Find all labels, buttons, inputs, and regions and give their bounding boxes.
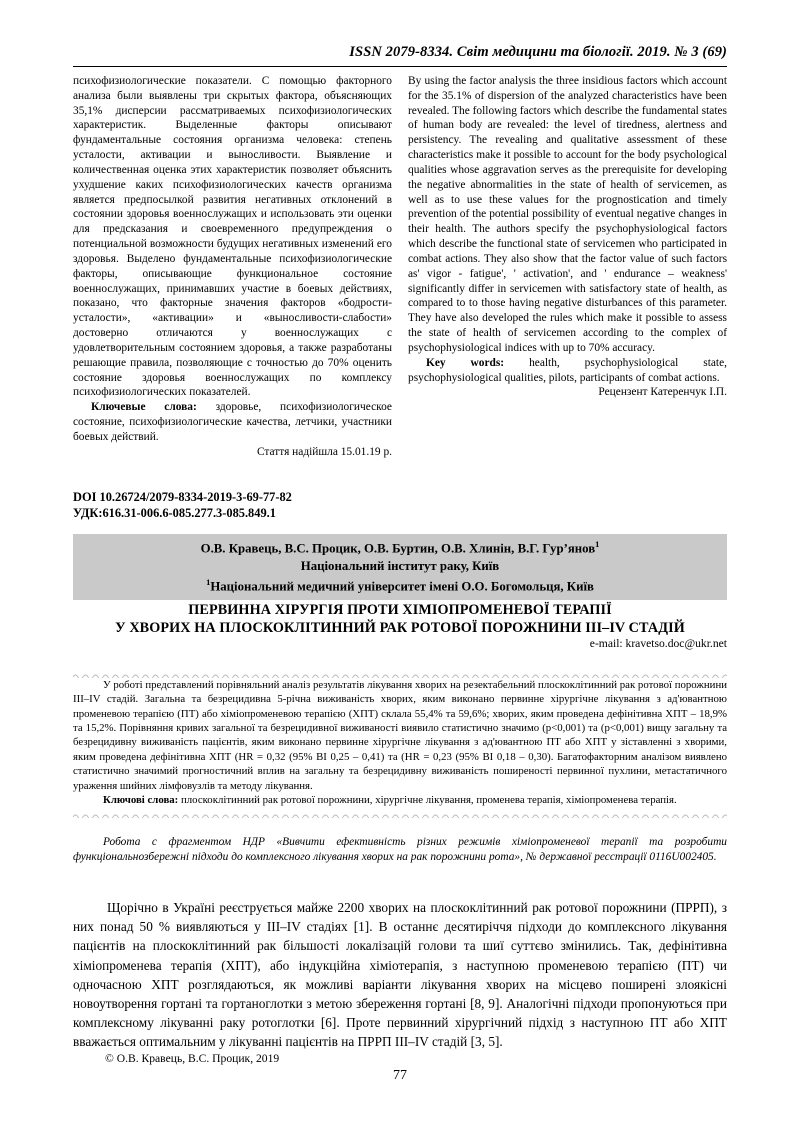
wavy-rule-bottom	[73, 813, 727, 818]
udk-line: УДК:616.31-006.6-085.277.3-085.849.1	[73, 506, 276, 521]
abstract-english-column	[408, 74, 727, 460]
affiliation-secondary	[79, 576, 721, 595]
corresponding-email: e-mail: kravetso.doc@ukr.net	[589, 637, 727, 650]
abstract-en-keywords: health, psychophysiological state, psychophysiological qualities, pilots, participants of combat actions.	[408, 356, 727, 384]
abstract-ua-keywords-paragraph	[73, 793, 727, 807]
abstract-columns	[73, 74, 727, 460]
identifier-block	[73, 489, 727, 522]
abstract-ru-keywords-label: Ключевые слова:	[91, 401, 197, 414]
abstract-ru-received-date: Стаття надійшла 15.01.19 р.	[256, 445, 392, 458]
copyright-line: © О.В. Кравець, В.С. Процик, 2019	[105, 1052, 280, 1065]
author-affiliation-marker: 1	[595, 539, 600, 549]
abstract-en-reviewer: Рецензент Катеренчук І.П.	[598, 386, 727, 399]
running-head: ISSN 2079-8334. Світ медицини та біології. 2019. № 3 (69)	[349, 44, 727, 60]
page-title	[73, 601, 727, 638]
title-line-1: ПЕРВИННА ХІРУРГІЯ ПРОТИ ХІМІОПРОМЕНЕВОЇ ТЕРАПІЇ	[188, 602, 612, 618]
affiliation-primary: Національний інститут раку, Київ	[300, 559, 500, 574]
wavy-rule-top	[73, 673, 727, 678]
abstract-ru-keywords-paragraph	[73, 400, 392, 444]
abstract-en-keywords-paragraph	[408, 356, 727, 386]
funding-note	[73, 835, 727, 865]
abstract-ua-body: У роботі представлений порівняльний аналіз результатів лікування хворих на резектабельний плоскоклітинний рак ротової порожнини III–IV стадій. Загальна та безрецидивна 5-річна виживаність хворих, яким виконано первинне хірургічне лікування з ад'ювантною променевою терапією (ПТ) або хіміопроменевою терапією (ХПТ) склала 55,4% та 59,6%; хворих, яким проведена дефінітивна ХПТ – 18,9% та 15,2%. Порівняння кривих загальної та безрецидивної виживаності виявило статистично значимо (p<0,001) та (p<0,001) вищу загальну та безрецидивну виживаність пацієнтів, яким виконано первинне хірургічне лікування з ад'ювантною ПТ або ХПТ у зіставленні з хворими, яким проведена дефінітивна ХПТ (HR = 0,32 (95% ВІ 0,25 – 0,41) та (HR = 0,23 (95% ВІ 0,18 – 0,30). Багатофакторним аналізом виявлено статистично значимий прогностичний вплив на загальну та безрецидивну виживаність поширеності первинної пухлини, метастатичного ураження шийних лімфовузлів та методу лікування.	[73, 679, 727, 792]
affiliation-marker: 1	[206, 576, 211, 587]
author-affiliation-band	[73, 534, 727, 600]
abstract-en-keywords-label: Key words:	[426, 356, 505, 369]
abstract-en-body: By using the factor analysis the three insidious factors which account for the 35.1% of dispersion of the analyzed characteristics have been revealed. The following factors which describe the fundamental states of human body are revealed: the level of tiredness, alertness and persistency. The revealing and qualitative assessment of these characteristics make it possible to account for the body psychological qualities whose aggravation serves as the prerequisite for developing the negative abnormalities in the state of health of servicemen, as well as to use these values for the prognostication and timely prevention of the potential possibility of eventual negative changes in their health. The authors specify the psychophysiological factors which describe the functional state of servicemen who participated in combat actions. They also show that the factor value of such factors as' vigor - fatigue', ' activation', and ' endurance – weakness' significantly differ in servicemen with satisfactory state of health, as compared to to those having negative disturbances of this parameter. They have also developed the rules which make it possible to assess the state of health of servicemen according to the complex of psychophysiological indices with up to 70% accuracy.	[408, 75, 727, 354]
doi-line: DOI 10.26724/2079-8334-2019-3-69-77-82	[73, 490, 292, 504]
page-number: 77	[393, 1068, 407, 1083]
author-list	[79, 538, 721, 557]
abstract-ua-keywords-label: Ключові слова:	[103, 793, 179, 806]
header-divider	[73, 66, 727, 67]
title-line-2: У ХВОРИХ НА ПЛОСКОКЛІТИННИЙ РАК РОТОВОЇ ПОРОЖНИНИ III–IV СТАДІЙ	[115, 620, 685, 637]
author-names: О.В. Кравець, В.С. Процик, О.В. Буртин, О.В. Хлинін, В.Г. Гур’янов	[200, 541, 596, 556]
abstract-russian-column	[73, 74, 392, 460]
abstract-ru-keywords: здоровье, психофизиологическое состояние, психофизиологические качества, летчики, участники боевых действий.	[73, 401, 392, 443]
affiliation-secondary-name: Національний медичний університет імені О.О. Богомольця, Київ	[210, 578, 594, 593]
abstract-ua-keywords: плоскоклітинний рак ротової порожнини, хірургічне лікування, променева терапія, хіміопроменева терапія.	[180, 793, 677, 806]
body-paragraph-1: Щорічно в Україні реєструється майже 2200 хворих на плоскоклітинний рак ротової порожнини (ПРРП), з них понад 50 % виявляються у III–IV стадіях [1]. В останнє десятиріччя підходи до комплексного лікування пацієнтів на плоскоклітинний рак більшості локалізацій голови та шиї суттєво змінились. Так, дефінітивна хіміопроменева терапія (ХПТ), або індукційна хіміотерапія, з наступною променевою терапією (ПТ) чи одночасною ХПТ розглядаються, як можливі варіанти лікування хворих на місцево поширені злоякісні новоутворення гортані та гортаноглотки з метою збереження гортані [8, 9]. Аналогічні підходи пропонуються при комплексному лікуванні раку ротоглотки [6]. Проте первинний хірургічний підхід з наступною ПТ або ХПТ вважається оптимальним у лікуванні пацієнтів на ПРРП III–IV стадій [3, 5].	[73, 900, 727, 1050]
body-text	[73, 898, 727, 1052]
abstract-ru-body: психофизиологические показатели. С помощью факторного анализа были выявлены три скрытых фактора, объясняющих 35,1% дисперсии рассматриваемых психофизиологических характеристик. Выделенные факторы описывают фундаментальные состояния организма человека: степень усталости, активации и выносливости. Выявление и количественная оценка этих характеристик позволяет объяснить ухудшение каких психофизиологических качеств организма является предпосылкой развития негативных отклонений в состоянии здоровья военнослужащих и использовать эти оценки для предсказания и своевременного предупреждения о потенциальной возможности будущих негативных изменений его здоровья. Выделено фундаментальные психофизиологические факторы, описывающие функциональное состояние военнослужащих, принимавших участие в боевых действиях, показано, что факторные значения факторов «бодрости-усталости», «активации» и «выносливости-слабости» достоверно отличаются у военнослужащих с удовлетворительным состоянием здоровья, а также разработаны решающие правила, позволяющие с точностью до 70% оценить состояние здоровья военнослужащих по комплексу психофизиологических показателей.	[73, 75, 392, 399]
abstract-ukrainian-block	[73, 666, 727, 824]
funding-note-text: Робота с фрагментом НДР «Вивчити ефективність різних режимів хіміопроменевої терапії та розробити функціональнозбережні підходи до комплексного лікування хворих на рак порожнини рота», № державної ресстрації 0116U002405.	[73, 836, 727, 864]
